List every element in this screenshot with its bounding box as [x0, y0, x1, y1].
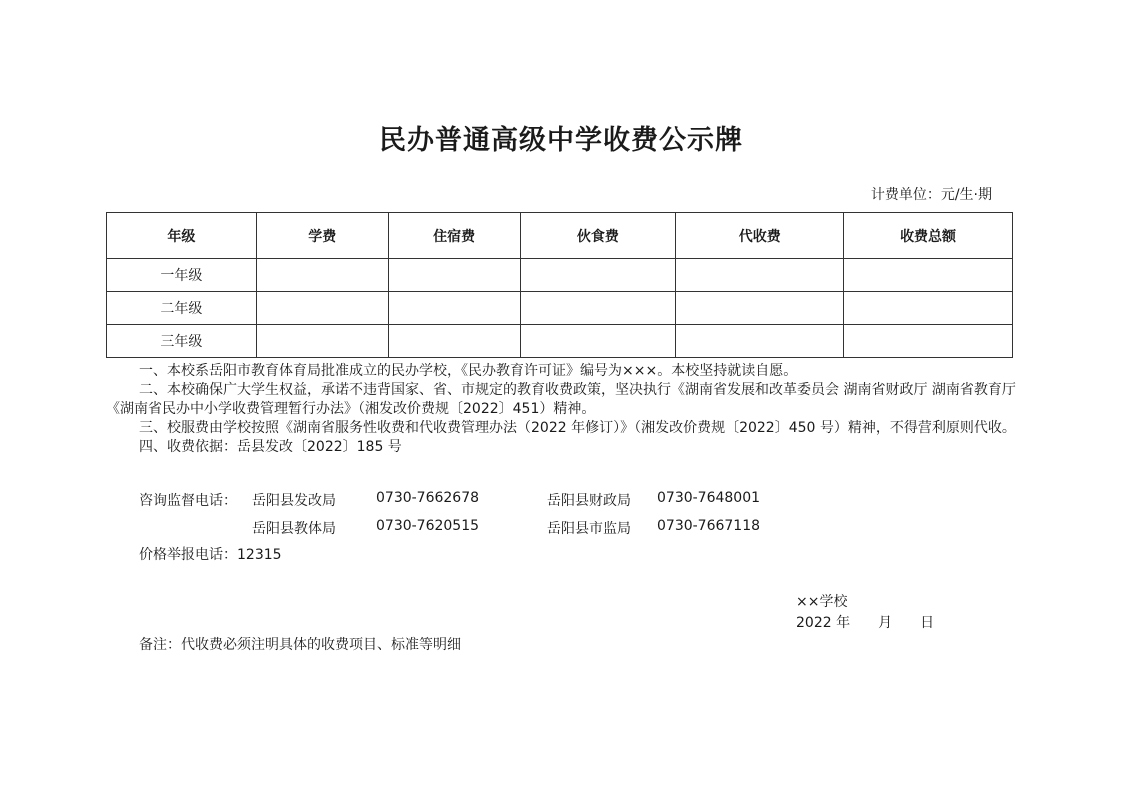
grade-cell: 二年级 — [107, 292, 257, 325]
table-header-row — [107, 213, 1013, 259]
meals-cell — [520, 259, 676, 292]
total-cell — [844, 259, 1013, 292]
school-name: ××学校 — [796, 594, 848, 610]
signature-block — [796, 592, 934, 634]
table-row — [107, 292, 1013, 325]
contact-phone: 0730-7667118 — [657, 518, 761, 534]
note-item-2: 二、本校确保广大学生权益，承诺不违背国家、省、市规定的教育收费政策，坚决执行《湖南省发展和改革委员会 湖南省财政厅 湖南省教育厅《湖南省民办中小学收费管理暂行办法》（湘发改价费规〔2022〕451）精神。 — [106, 382, 1016, 417]
page-title: 民办普通高级中学收费公示牌 — [379, 125, 743, 156]
collected-fees-cell — [676, 292, 844, 325]
header-grade: 年级 — [107, 213, 257, 259]
note-item-3: 三、校服费由学校按照《湖南省服务性收费和代收费管理办法（2022 年修订）》（湘发改价费规〔2022〕450 号）精神，不得营利原则代收。 — [139, 420, 1016, 436]
grade-cell: 三年级 — [107, 325, 257, 358]
contact-office-name: 岳阳县财政局 — [547, 493, 631, 509]
collected-fees-cell — [676, 325, 844, 358]
table-row — [107, 259, 1013, 292]
accommodation-cell — [388, 259, 520, 292]
header-collected-fees: 代收费 — [676, 213, 844, 259]
contact-office-name: 岳阳县教体局 — [252, 521, 336, 537]
meals-cell — [520, 325, 676, 358]
notes-section — [106, 362, 1016, 457]
price-report-line: 价格举报电话：12315 — [139, 547, 282, 563]
table-row — [107, 325, 1013, 358]
remark-note: 备注：代收费必须注明具体的收费项目、标准等明细 — [139, 637, 461, 653]
tuition-cell — [256, 325, 388, 358]
tuition-cell — [256, 259, 388, 292]
header-tuition: 学费 — [256, 213, 388, 259]
total-cell — [844, 292, 1013, 325]
signature-date: 2022 年 月 日 — [796, 615, 935, 631]
contact-phone: 0730-7648001 — [657, 490, 761, 506]
contact-label: 咨询监督电话： — [139, 493, 237, 509]
accommodation-cell — [388, 325, 520, 358]
tuition-cell — [256, 292, 388, 325]
contact-office-name: 岳阳县发改局 — [252, 493, 336, 509]
total-cell — [844, 325, 1013, 358]
grade-cell: 一年级 — [107, 259, 257, 292]
contact-office-name: 岳阳县市监局 — [547, 521, 631, 537]
note-item-1: 一、本校系岳阳市教育体育局批准成立的民办学校，《民办教育许可证》编号为×××。本校坚持就读自愿。 — [139, 363, 798, 379]
collected-fees-cell — [676, 259, 844, 292]
fee-table — [106, 212, 1013, 358]
unit-note: 计费单位：元/生·期 — [870, 187, 992, 203]
header-total: 收费总额 — [844, 213, 1013, 259]
accommodation-cell — [388, 292, 520, 325]
header-meals: 伙食费 — [520, 213, 676, 259]
contact-phone: 0730-7662678 — [376, 490, 480, 506]
contact-phone: 0730-7620515 — [376, 518, 480, 534]
note-item-4: 四、收费依据：岳县发改〔2022〕185 号 — [139, 439, 402, 455]
header-accommodation: 住宿费 — [388, 213, 520, 259]
meals-cell — [520, 292, 676, 325]
